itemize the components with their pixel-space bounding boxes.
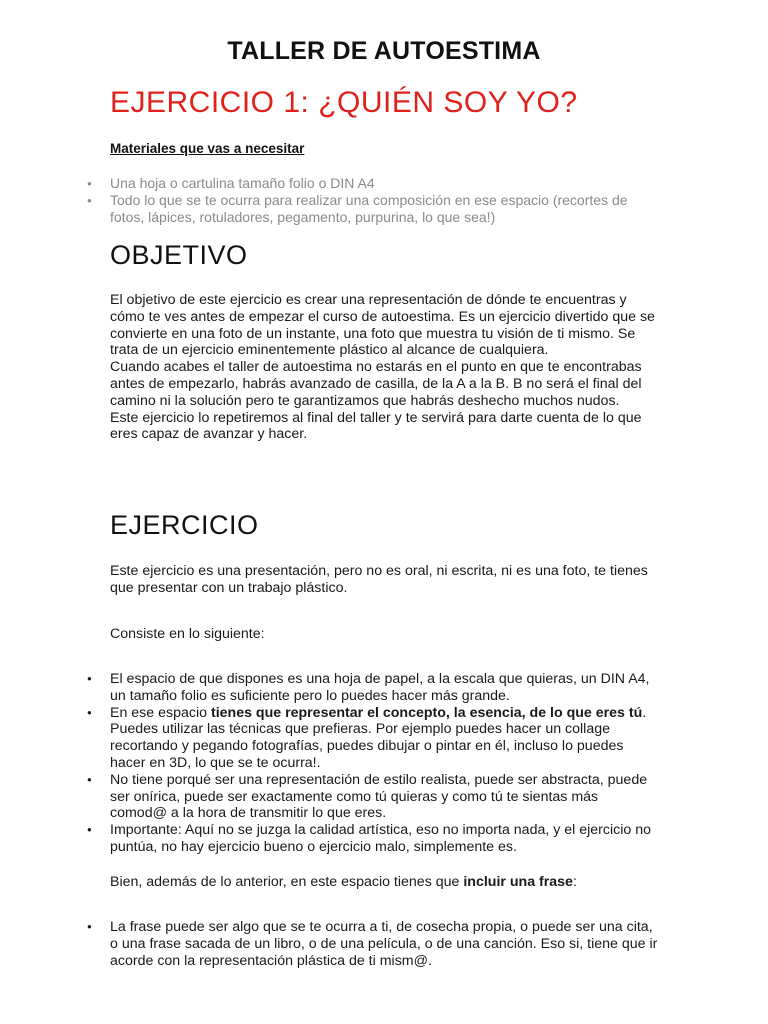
instructions-list <box>110 671 658 856</box>
objective-text <box>110 292 655 443</box>
document-title: TALLER DE AUTOESTIMA <box>227 37 541 65</box>
list-item: ● Todo lo que se te ocurra para realizar una composición en ese espacio (recortes de fotos, lápices, rotuladores, pegamento, purpurina, lo que sea!) <box>110 192 650 226</box>
exercise-title: EJERCICIO 1: ¿QUIÉN SOY YO? <box>110 86 578 119</box>
materials-list <box>110 175 650 226</box>
list-item: ● No tiene porqué ser una representación de estilo realista, puede ser abstracta, puede ser onírica, puede ser exactamente como tú quieras y como tú te sientas más comod@ a la hora de transmitir lo que eres. <box>110 772 658 822</box>
paragraph: El objetivo de este ejercicio es crear una representación de dónde te encuentras y cómo te ves antes de empezar el curso de autoestima. Es un ejercicio divertido que se convierte en una foto de un instante, una foto que muestra tu visión de ti mismo. Se trata de un ejercicio eminentemente plástico al alcance de cualquiera. <box>110 292 655 359</box>
list-item: ● La frase puede ser algo que se te ocurra a ti, de cosecha propia, o puede ser una cita, o una frase sacada de un libro, o de una película, o de una canción. Eso si, tiene que ir acorde con la representación plástica de ti mism@. <box>110 919 658 969</box>
exercise-heading: EJERCICIO <box>110 510 259 540</box>
phrase-list <box>110 919 658 969</box>
paragraph: Cuando acabes el taller de autoestima no estarás en el punto en que te encontrabas antes de empezarlo, habrás avanzado de casilla, de la A a la B. B no será el final del camino ni la solución pero te garantizamos que habrás deshecho muchos nudos. <box>110 359 642 409</box>
list-item: ● Importante: Aquí no se juzga la calidad artística, eso no importa nada, y el ejercicio no puntúa, no hay ejercicio bueno o ejercicio malo, simplemente es. <box>110 822 658 856</box>
list-item: ● El espacio de que dispones es una hoja de papel, a la escala que quieras, un DIN A4, un tamaño folio es suficiente pero lo puedes hacer más grande. <box>110 671 658 705</box>
consists-text: Consiste en lo siguiente: <box>110 626 265 642</box>
list-item: ● En ese espacio tienes que representar el concepto, la esencia, de lo que eres tú. Puedes utilizar las técnicas que prefieras. Por ejemplo puedes hacer un collage recortando y pegando fotografías, puedes dibujar o pintar en él, incluso lo puedes hacer en 3D, lo que se te ocurra!. <box>110 705 658 772</box>
materials-heading: Materiales que vas a necesitar <box>110 141 305 156</box>
exercise-intro: Este ejercicio es una presentación, pero no es oral, ni escrita, ni es una foto, te tienes que presentar con un trabajo plástico. <box>110 563 648 596</box>
objective-heading: OBJETIVO <box>110 240 248 270</box>
list-item: ● Una hoja o cartulina tamaño folio o DIN A4 <box>110 175 650 192</box>
phrase-instruction: Bien, además de lo anterior, en este espacio tienes que incluir una frase: <box>110 874 577 890</box>
paragraph: Este ejercicio lo repetiremos al final del taller y te servirá para darte cuenta de lo que eres capaz de avanzar y hacer. <box>110 409 642 443</box>
